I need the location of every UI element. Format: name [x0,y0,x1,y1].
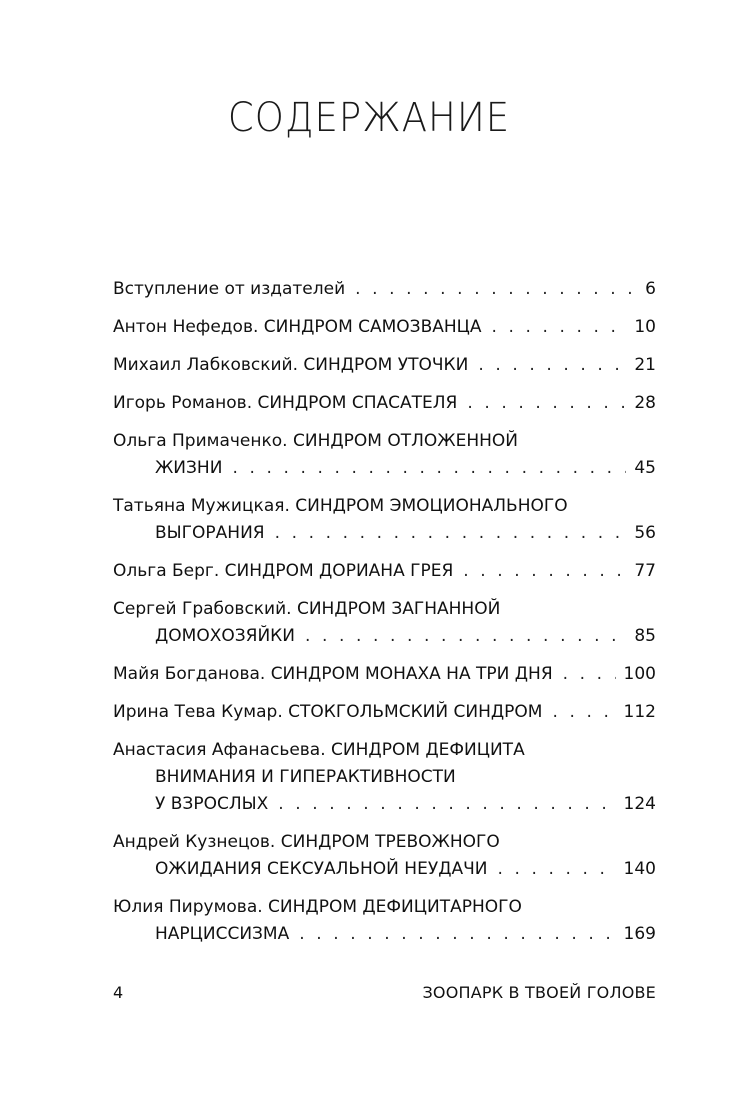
toc-entry [113,352,656,379]
dot-leader [563,661,616,688]
toc-entry-text: ЖИЗНИ [155,458,223,478]
dot-leader [232,455,626,482]
toc-entry [113,737,656,818]
toc-entry-text: Михаил Лабковский. СИНДРОМ УТОЧКИ [113,355,469,375]
toc-entry-line [113,276,656,303]
toc-entry-text: Ирина Тева Кумар. СТОКГОЛЬМСКИЙ СИНДРОМ [113,702,543,722]
toc-page-number: 100 [623,664,656,684]
dot-leader [299,921,615,948]
toc-page-number: 85 [634,626,656,646]
toc-page-number: 77 [634,561,656,581]
toc-page-number: 112 [623,702,656,722]
toc-entry-text: ОЖИДАНИЯ СЕКСУАЛЬНОЙ НЕУДАЧИ [155,859,488,879]
toc-entry-text: Вступление от издателей [113,279,346,299]
toc-page-number: 45 [634,458,656,478]
toc-entry-line [113,352,656,379]
toc-entry [113,661,656,688]
dot-leader [355,276,637,303]
toc-entry-line [113,791,656,818]
dot-leader [275,520,627,547]
toc-entry-text: Ольга Примаченко. СИНДРОМ ОТЛОЖЕННОЙ [113,431,518,451]
toc-page-number: 140 [623,859,656,879]
toc-entry-line [113,455,656,482]
toc-entry [113,558,656,585]
toc-entry [113,894,656,948]
toc-entry [113,276,656,303]
toc-page-number: 21 [634,355,656,375]
toc-page-number: 124 [623,794,656,814]
toc-entry-text: Юлия Пирумова. СИНДРОМ ДЕФИЦИТАРНОГО [113,897,522,917]
toc-entry [113,493,656,547]
dot-leader [552,699,615,726]
dot-leader [305,623,626,650]
toc-entry-line [113,314,656,341]
toc-entry-line [113,921,656,948]
toc-page-number: 56 [634,523,656,543]
toc-entry-line [113,520,656,547]
page-title: СОДЕРЖАНИЕ [227,94,511,141]
toc-entry-text: Анастасия Афанасьева. СИНДРОМ ДЕФИЦИТА [113,740,525,760]
toc-entry-text: НАРЦИССИЗМА [155,924,290,944]
toc-entry-line [113,623,656,650]
page-number: 4 [113,983,124,1002]
toc-entry [113,314,656,341]
toc-entry-text: Антон Нефедов. СИНДРОМ САМОЗВАНЦА [113,317,482,337]
toc-entry-text: Игорь Романов. СИНДРОМ СПАСАТЕЛЯ [113,393,458,413]
dot-leader [467,390,626,417]
table-of-contents [113,276,656,959]
toc-entry-text: ДОМОХОЗЯЙКИ [155,626,295,646]
toc-entry-line [113,558,656,585]
toc-entry-line [113,856,656,883]
dot-leader [463,558,626,585]
toc-entry-text: ВЫГОРАНИЯ [155,523,265,543]
toc-entry [113,428,656,482]
toc-entry-text: У ВЗРОСЛЫХ [155,794,269,814]
dot-leader [478,352,626,379]
toc-page-number: 169 [623,924,656,944]
toc-entry [113,699,656,726]
dot-leader [278,791,615,818]
toc-entry-line [113,699,656,726]
toc-entry [113,829,656,883]
toc-entry-text: Ольга Берг. СИНДРОМ ДОРИАНА ГРЕЯ [113,561,454,581]
toc-page-number: 10 [634,317,656,337]
running-title: ЗООПАРК В ТВОЕЙ ГОЛОВЕ [422,983,656,1002]
toc-entry-text: Татьяна Мужицкая. СИНДРОМ ЭМОЦИОНАЛЬНОГО [113,496,568,516]
toc-entry [113,596,656,650]
toc-entry-text: ВНИМАНИЯ И ГИПЕРАКТИВНОСТИ [155,767,456,787]
dot-leader [497,856,615,883]
toc-entry-text: Майя Богданова. СИНДРОМ МОНАХА НА ТРИ ДНЯ [113,664,553,684]
toc-entry-line [113,661,656,688]
toc-entry-line [113,390,656,417]
toc-entry-text: Андрей Кузнецов. СИНДРОМ ТРЕВОЖНОГО [113,832,500,852]
toc-page-number: 6 [645,279,656,299]
toc-entry [113,390,656,417]
toc-entry-text: Сергей Грабовский. СИНДРОМ ЗАГНАННОЙ [113,599,501,619]
dot-leader [492,314,627,341]
toc-page-number: 28 [634,393,656,413]
